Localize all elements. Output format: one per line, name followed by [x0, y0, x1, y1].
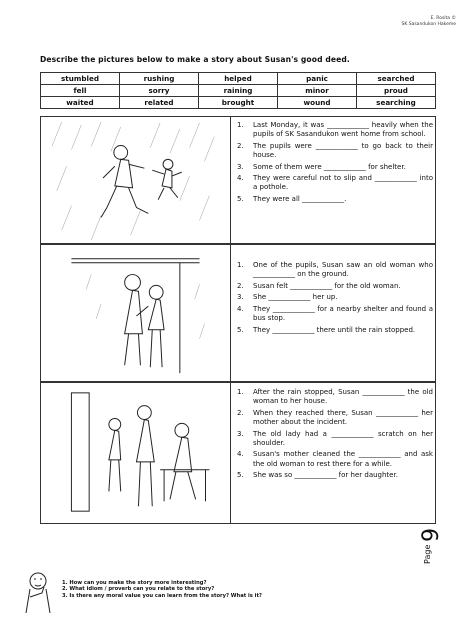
- word-bank-row: [41, 73, 436, 85]
- word-cell: brought: [199, 97, 278, 109]
- word-cell: stumbled: [41, 73, 120, 85]
- word-cell: rushing: [120, 73, 199, 85]
- word-cell: helped: [199, 73, 278, 85]
- word-cell: waited: [41, 97, 120, 109]
- question-item: 5. She was so ____________ for her daughter.: [237, 471, 398, 480]
- story-panel-1: [40, 116, 436, 244]
- word-cell: proud: [357, 85, 436, 97]
- word-cell: raining: [199, 85, 278, 97]
- question-item: 3. Some of them were ____________ for shelter.: [237, 162, 406, 171]
- question-list: [237, 261, 433, 335]
- question-item: 3. The old lady had a ____________ scratch on her shoulder.: [237, 429, 433, 447]
- reflection-questions: [62, 580, 262, 599]
- word-cell: related: [120, 97, 199, 109]
- question-list: [237, 388, 433, 480]
- question-item: 4. They ____________ for a nearby shelter and found a bus stop.: [237, 304, 433, 323]
- question-item: 1. After the rain stopped, Susan ____________ the old woman to her house.: [237, 388, 433, 406]
- word-bank-row: [41, 97, 436, 109]
- picture-family-tending-old-woman-icon: [41, 383, 231, 523]
- reflection-question: 2. What idiom / proverb can you relate to the story?: [62, 586, 215, 593]
- question-item: 5. They ____________ there until the rain stopped.: [237, 325, 416, 334]
- question-item: 3. She ____________ her up.: [237, 293, 338, 302]
- bus-stop-scene-illustration: [41, 245, 230, 381]
- word-cell: panic: [278, 73, 357, 85]
- question-item: 4. Susan's mother cleaned the ____________ and ask the old woman to rest there for a while.: [237, 450, 433, 468]
- question-item: 1. One of the pupils, Susan saw an old woman who ____________ on the ground.: [237, 261, 433, 279]
- word-cell: searching: [357, 97, 436, 109]
- credit-line-1: E. Rosita ©: [430, 16, 456, 21]
- question-item: 2. When they reached there, Susan ____________ her mother about the incident.: [237, 408, 433, 427]
- author-credit: [401, 16, 456, 28]
- thinking-boy-icon: [20, 567, 60, 613]
- rain-scene-illustration: [41, 117, 230, 243]
- word-cell: sorry: [120, 85, 199, 97]
- picture-girl-helping-old-woman-icon: [41, 245, 231, 381]
- question-item: 4. They were careful not to slip and ____________ into a pothole.: [237, 174, 433, 192]
- reflection-question: 3. Is there any moral value you can learn from the story? What is it?: [62, 592, 262, 599]
- credit-line-2: SK Sasandukon Hakeme: [401, 22, 456, 27]
- story-panel-3: [40, 382, 436, 524]
- word-cell: minor: [278, 85, 357, 97]
- page-label: Page: [423, 544, 432, 564]
- home-scene-illustration: [41, 383, 230, 523]
- word-bank-table: [40, 72, 436, 109]
- question-item: 2. The pupils were ____________ to go back to their house.: [237, 141, 433, 160]
- word-cell: wound: [278, 97, 357, 109]
- picture-boy-running-in-rain-icon: [41, 117, 231, 243]
- word-cell: fell: [41, 85, 120, 97]
- page-number-value: 9: [419, 528, 444, 542]
- question-item: 1. Last Monday, it was ____________ heavily when the pupils of SK Sasandukon went home from school.: [237, 121, 433, 139]
- page-number: [419, 510, 444, 570]
- word-cell: searched: [357, 73, 436, 85]
- question-item: 5. They were all ____________.: [237, 194, 347, 203]
- instruction-heading: Describe the pictures below to make a story about Susan's good deed.: [40, 55, 350, 64]
- reflection-question: 1. How can you make the story more interesting?: [62, 580, 207, 586]
- word-bank-row: [41, 85, 436, 97]
- story-panel-2: [40, 244, 436, 382]
- question-item: 2. Susan felt ____________ for the old woman.: [237, 281, 401, 290]
- question-list: [237, 121, 433, 204]
